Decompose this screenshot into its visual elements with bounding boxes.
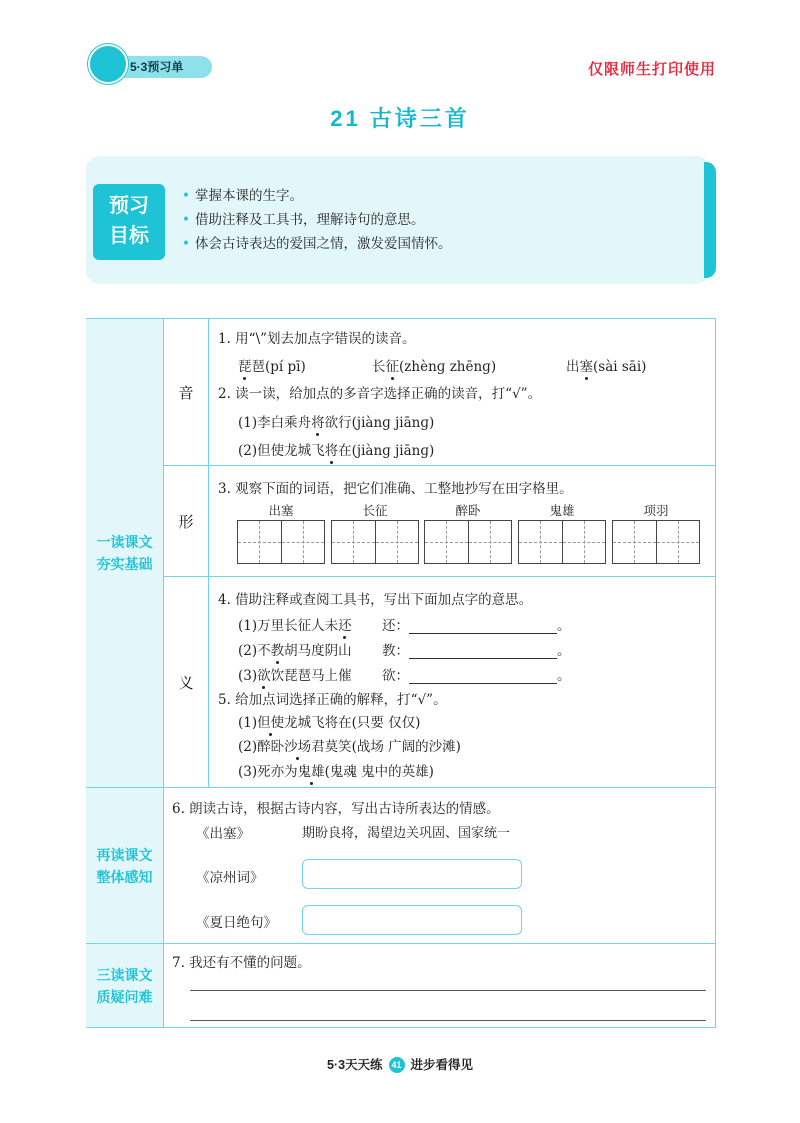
mascot-avatar-icon [88,44,128,84]
poem1-answer: 期盼良将，渴望边关巩固、国家统一 [302,826,511,841]
q5-item: (2)醉卧沙场君莫笑(战场 广阔的沙滩) [238,739,461,755]
lesson-title: 21 古诗三首 [330,106,470,131]
answer-line[interactable] [190,1020,706,1021]
tianzige-box[interactable] [518,520,606,564]
objective-item: • 掌握本课的生字。 [182,188,303,204]
footer-left: 5·3天天练 [326,1058,383,1072]
section-first-reading: 一读课文 夯实基础 [86,319,164,787]
poem1-title: 《出塞》 [196,826,250,842]
row-divider [86,943,716,944]
word-label: 出塞 [268,503,294,518]
print-note: 仅限师生打印使用 [587,61,716,78]
page-footer [0,1055,800,1073]
row-divider [86,787,716,788]
bullet-icon: • [182,236,190,252]
poem3-title: 《夏日绝句》 [196,915,277,931]
badge-line1: 预习 [109,195,149,217]
bullet-icon: • [182,188,190,204]
badge-line2: 目标 [109,225,149,247]
q4-answer[interactable]: 欲： 。 [382,668,571,684]
q1-item: 出塞(sài sāi) [566,359,647,375]
sub-sound: 音 [164,319,209,465]
objectives-edge [704,162,716,278]
row-divider [164,465,716,466]
bullet-icon: • [182,212,190,228]
word-label: 长征 [362,503,388,518]
q4-item: (1)万里长征人未还 [238,618,352,634]
q4-item: (2)不教胡马度阴山 [238,643,352,659]
q4-title: 4. 借助注释或查阅工具书，写出下面加点字的意思。 [218,592,533,608]
q5-title: 5. 给加点词选择正确的解释，打“√”。 [218,692,447,708]
answer-line[interactable] [190,990,706,991]
poem2-answer-box[interactable] [302,859,522,889]
q3-title: 3. 观察下面的词语，把它们准确、工整地抄写在田字格里。 [218,481,573,497]
q2-item: (2)但使龙城飞将在(jiànɡ jiānɡ) [238,443,435,459]
objectives-list [182,184,451,256]
word-label: 鬼雄 [549,503,575,518]
word-label: 醉卧 [455,503,481,518]
objective-item: • 借助注释及工具书，理解诗句的意思。 [182,212,425,228]
word-label: 项羽 [643,503,669,518]
q1-title: 1. 用“\”划去加点字错误的读音。 [218,331,416,347]
q2-item: (1)李白乘舟将欲行(jiànɡ jiānɡ) [238,415,435,431]
q5-item: (3)死亦为鬼雄(鬼魂 鬼中的英雄) [238,764,434,780]
poem3-answer-box[interactable] [302,905,522,935]
tianzige-box[interactable] [331,520,419,564]
q4-item: (3)欲饮琵琶马上催 [238,668,352,684]
objective-item: • 体会古诗表达的爱国之情，激发爱国情怀。 [182,236,452,252]
section-second-reading: 再读课文 整体感知 [86,788,164,943]
tianzige-box[interactable] [424,520,512,564]
q5-item: (1)但使龙城飞将在(只要 仅仅) [238,715,421,731]
q4-answer[interactable]: 还： 。 [382,618,571,634]
objectives-badge [93,184,165,260]
poem2-title: 《凉州词》 [196,870,264,886]
q4-answer[interactable]: 教： 。 [382,643,571,659]
book-label: 5·3预习单 [108,56,212,78]
q1-item: 长征(zhènɡ zhēnɡ) [372,359,497,375]
q1-item: 琵琶(pí pī) [238,359,306,375]
sub-shape: 形 [164,466,209,576]
footer-right: 进步看得见 [410,1058,474,1072]
tianzige-box[interactable] [612,520,700,564]
page-number: 41 [389,1057,405,1073]
sub-meaning: 义 [164,577,209,787]
q6-title: 6. 朗读古诗，根据古诗内容，写出古诗所表达的情感。 [172,801,500,817]
q2-title: 2. 读一读，给加点的多音字选择正确的读音，打“√”。 [218,386,542,402]
row-divider [164,576,716,577]
q7-title: 7. 我还有不懂的问题。 [172,955,311,971]
section-third-reading: 三读课文 质疑问难 [86,944,164,1027]
tianzige-box[interactable] [237,520,325,564]
